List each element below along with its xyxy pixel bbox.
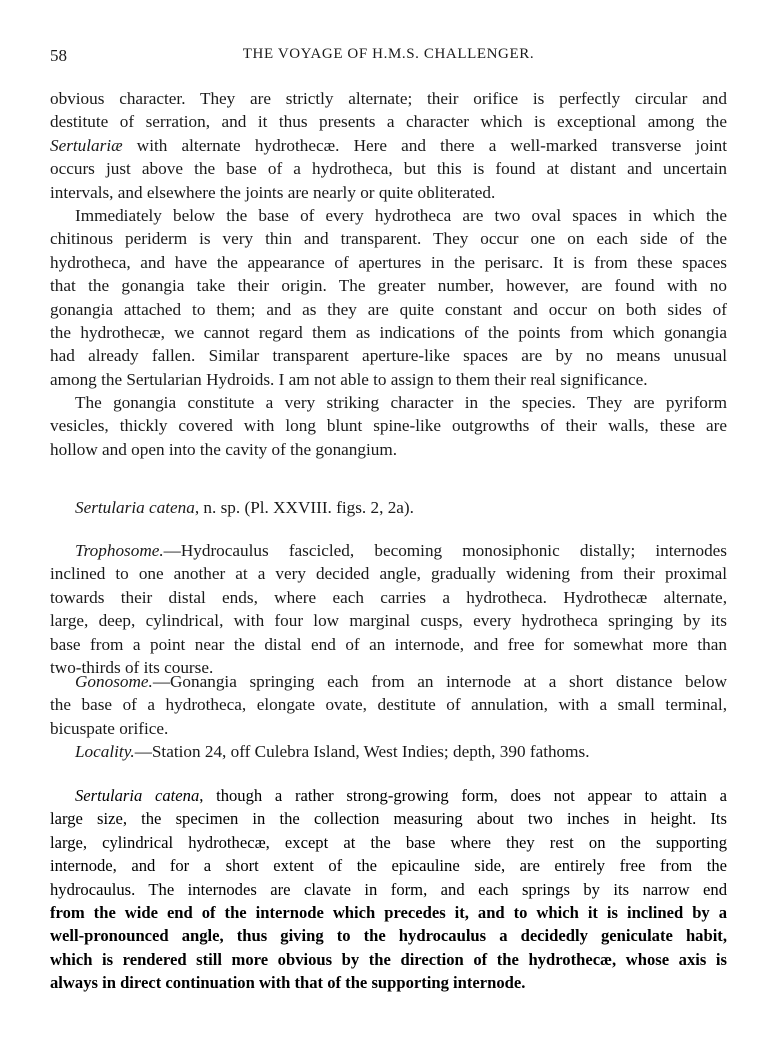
text-line — [50, 251, 727, 274]
line-text: large, deep, cylindrical, with four low marginal cusps, every hydrotheca springing by its — [50, 611, 727, 631]
text-line — [50, 110, 727, 133]
text-line — [50, 368, 727, 391]
paragraph-discussion — [50, 784, 727, 995]
italic-term: Trophosome. — [75, 541, 164, 560]
line-text: base from a point near the distal end of an internode, and free for somewhat more than — [50, 634, 727, 654]
line-text: vesicles, thickly covered with long blunt spine-like outgrowths of their walls, these are — [50, 416, 727, 436]
text-line — [50, 717, 727, 740]
line-text: large, cylindrical hydrothecæ, except at the base where they rest on the supporting — [50, 832, 727, 852]
italic-term: Sertularia catena — [75, 786, 200, 805]
text-line — [50, 344, 727, 367]
line-text: obvious character. They are strictly alternate; their orifice is perfectly circular and — [50, 89, 727, 108]
text-line — [50, 670, 727, 693]
line-text: , n. sp. (Pl. XXVIII. figs. 2, 2a). — [194, 498, 414, 517]
text-line — [50, 274, 727, 297]
text-line — [50, 227, 727, 250]
text-line — [50, 740, 727, 763]
text-line — [50, 693, 727, 716]
italic-term: Gonosome. — [75, 672, 153, 691]
text-line — [50, 391, 727, 414]
text-line — [50, 496, 727, 519]
paragraph-gonangia — [50, 391, 727, 461]
line-text: always in direct continuation with that of the supporting internode. — [50, 973, 526, 993]
text-line — [50, 831, 727, 854]
line-text: Immediately below the base of every hydrotheca are two oval spaces in which the — [75, 206, 727, 225]
text-line — [50, 807, 727, 830]
text-line — [50, 901, 727, 924]
running-header — [50, 46, 727, 70]
text-line — [50, 181, 727, 204]
text-line — [50, 924, 727, 947]
italic-term: Sertularia catena — [75, 498, 195, 517]
paragraph-trophosome — [50, 539, 727, 679]
line-text: The gonangia constitute a very striking character in the species. They are pyriform — [75, 393, 727, 412]
text-line — [50, 414, 727, 437]
line-text: —Hydrocaulus fascicled, becoming monosiphonic distally; internodes — [163, 541, 727, 560]
text-line — [50, 321, 727, 344]
line-text: the hydrothecæ, we cannot regard them as indications of the points from which gonangia — [50, 322, 727, 342]
text-line — [50, 204, 727, 227]
text-line — [50, 134, 727, 157]
text-line — [50, 878, 727, 901]
line-text: internode, and for a short extent of the epicauline side, are entirely free from the — [50, 856, 727, 876]
paragraph-periderm — [50, 204, 727, 391]
line-text: well-pronounced angle, thus giving to the hydrocaulus a decidedly geniculate habit, — [50, 926, 727, 946]
line-text: hydrotheca, and have the appearance of apertures in the perisarc. It is from these spaces — [50, 252, 727, 272]
line-text: —Station 24, off Culebra Island, West Indies; depth, 390 fathoms. — [134, 742, 590, 761]
line-text: that the gonangia take their origin. The greater number, however, are found with no — [50, 276, 727, 296]
italic-term: Sertulariæ — [50, 135, 123, 155]
text-line — [50, 784, 727, 807]
running-title: THE VOYAGE OF H.M.S. CHALLENGER. — [242, 46, 535, 62]
italic-term: Locality. — [75, 742, 135, 761]
text-line — [50, 298, 727, 321]
paragraph-gonosome — [50, 670, 727, 740]
text-line — [50, 87, 727, 110]
text-line — [50, 157, 727, 180]
line-text: with alternate hydrothecæ. Here and there a well-marked transverse joint — [122, 135, 727, 155]
line-text: hydrocaulus. The internodes are clavate in form, and each springs by its narrow end — [50, 879, 727, 899]
paragraph-locality — [50, 740, 727, 763]
line-text: among the Sertularian Hydroids. I am not able to assign to them their real significance. — [50, 369, 648, 389]
text-line — [50, 438, 727, 461]
paragraph-continued — [50, 87, 727, 204]
line-text: large size, the specimen in the collection measuring about two inches in height. Its — [50, 809, 727, 829]
line-text: intervals, and elsewhere the joints are nearly or quite obliterated. — [50, 182, 496, 202]
text-line — [50, 539, 727, 562]
line-text: destitute of serration, and it thus presents a character which is exceptional among the — [50, 112, 727, 132]
species-heading — [50, 496, 727, 519]
line-text: hollow and open into the cavity of the gonangium. — [50, 439, 398, 459]
line-text: , though a rather strong-growing form, does not appear to attain a — [199, 786, 727, 805]
page-number: 58 — [50, 46, 67, 65]
text-line — [50, 609, 727, 632]
line-text: from the wide end of the internode which precedes it, and to which it is inclined by a — [50, 902, 727, 922]
text-line — [50, 971, 727, 994]
line-text: inclined to one another at a very decided angle, gradually widening from their proximal — [50, 564, 727, 584]
line-text: —Gonangia springing each from an internode at a short distance below — [152, 672, 727, 691]
line-text: towards their distal ends, where each carries a hydrotheca. Hydrothecæ alternate, — [50, 587, 727, 607]
line-text: chitinous periderm is very thin and transparent. They occur one on each side of the — [50, 229, 727, 249]
line-text: bicuspate orifice. — [50, 718, 169, 738]
line-text: occurs just above the base of a hydrotheca, but this is found at distant and uncertain — [50, 159, 727, 179]
text-line — [50, 633, 727, 656]
text-line — [50, 854, 727, 877]
text-line — [50, 562, 727, 585]
line-text: two-thirds of its course. — [50, 657, 214, 677]
line-text: had already fallen. Similar transparent aperture-like spaces are by no means unusual — [50, 346, 727, 366]
text-line — [50, 948, 727, 971]
line-text: the base of a hydrotheca, elongate ovate, destitute of annulation, with a small terminal, — [50, 695, 727, 715]
line-text: which is rendered still more obvious by the direction of the hydrothecæ, whose axis is — [50, 949, 727, 969]
line-text: gonangia attached to them; and as they are quite constant and occur on both sides of — [50, 299, 727, 319]
text-line — [50, 586, 727, 609]
